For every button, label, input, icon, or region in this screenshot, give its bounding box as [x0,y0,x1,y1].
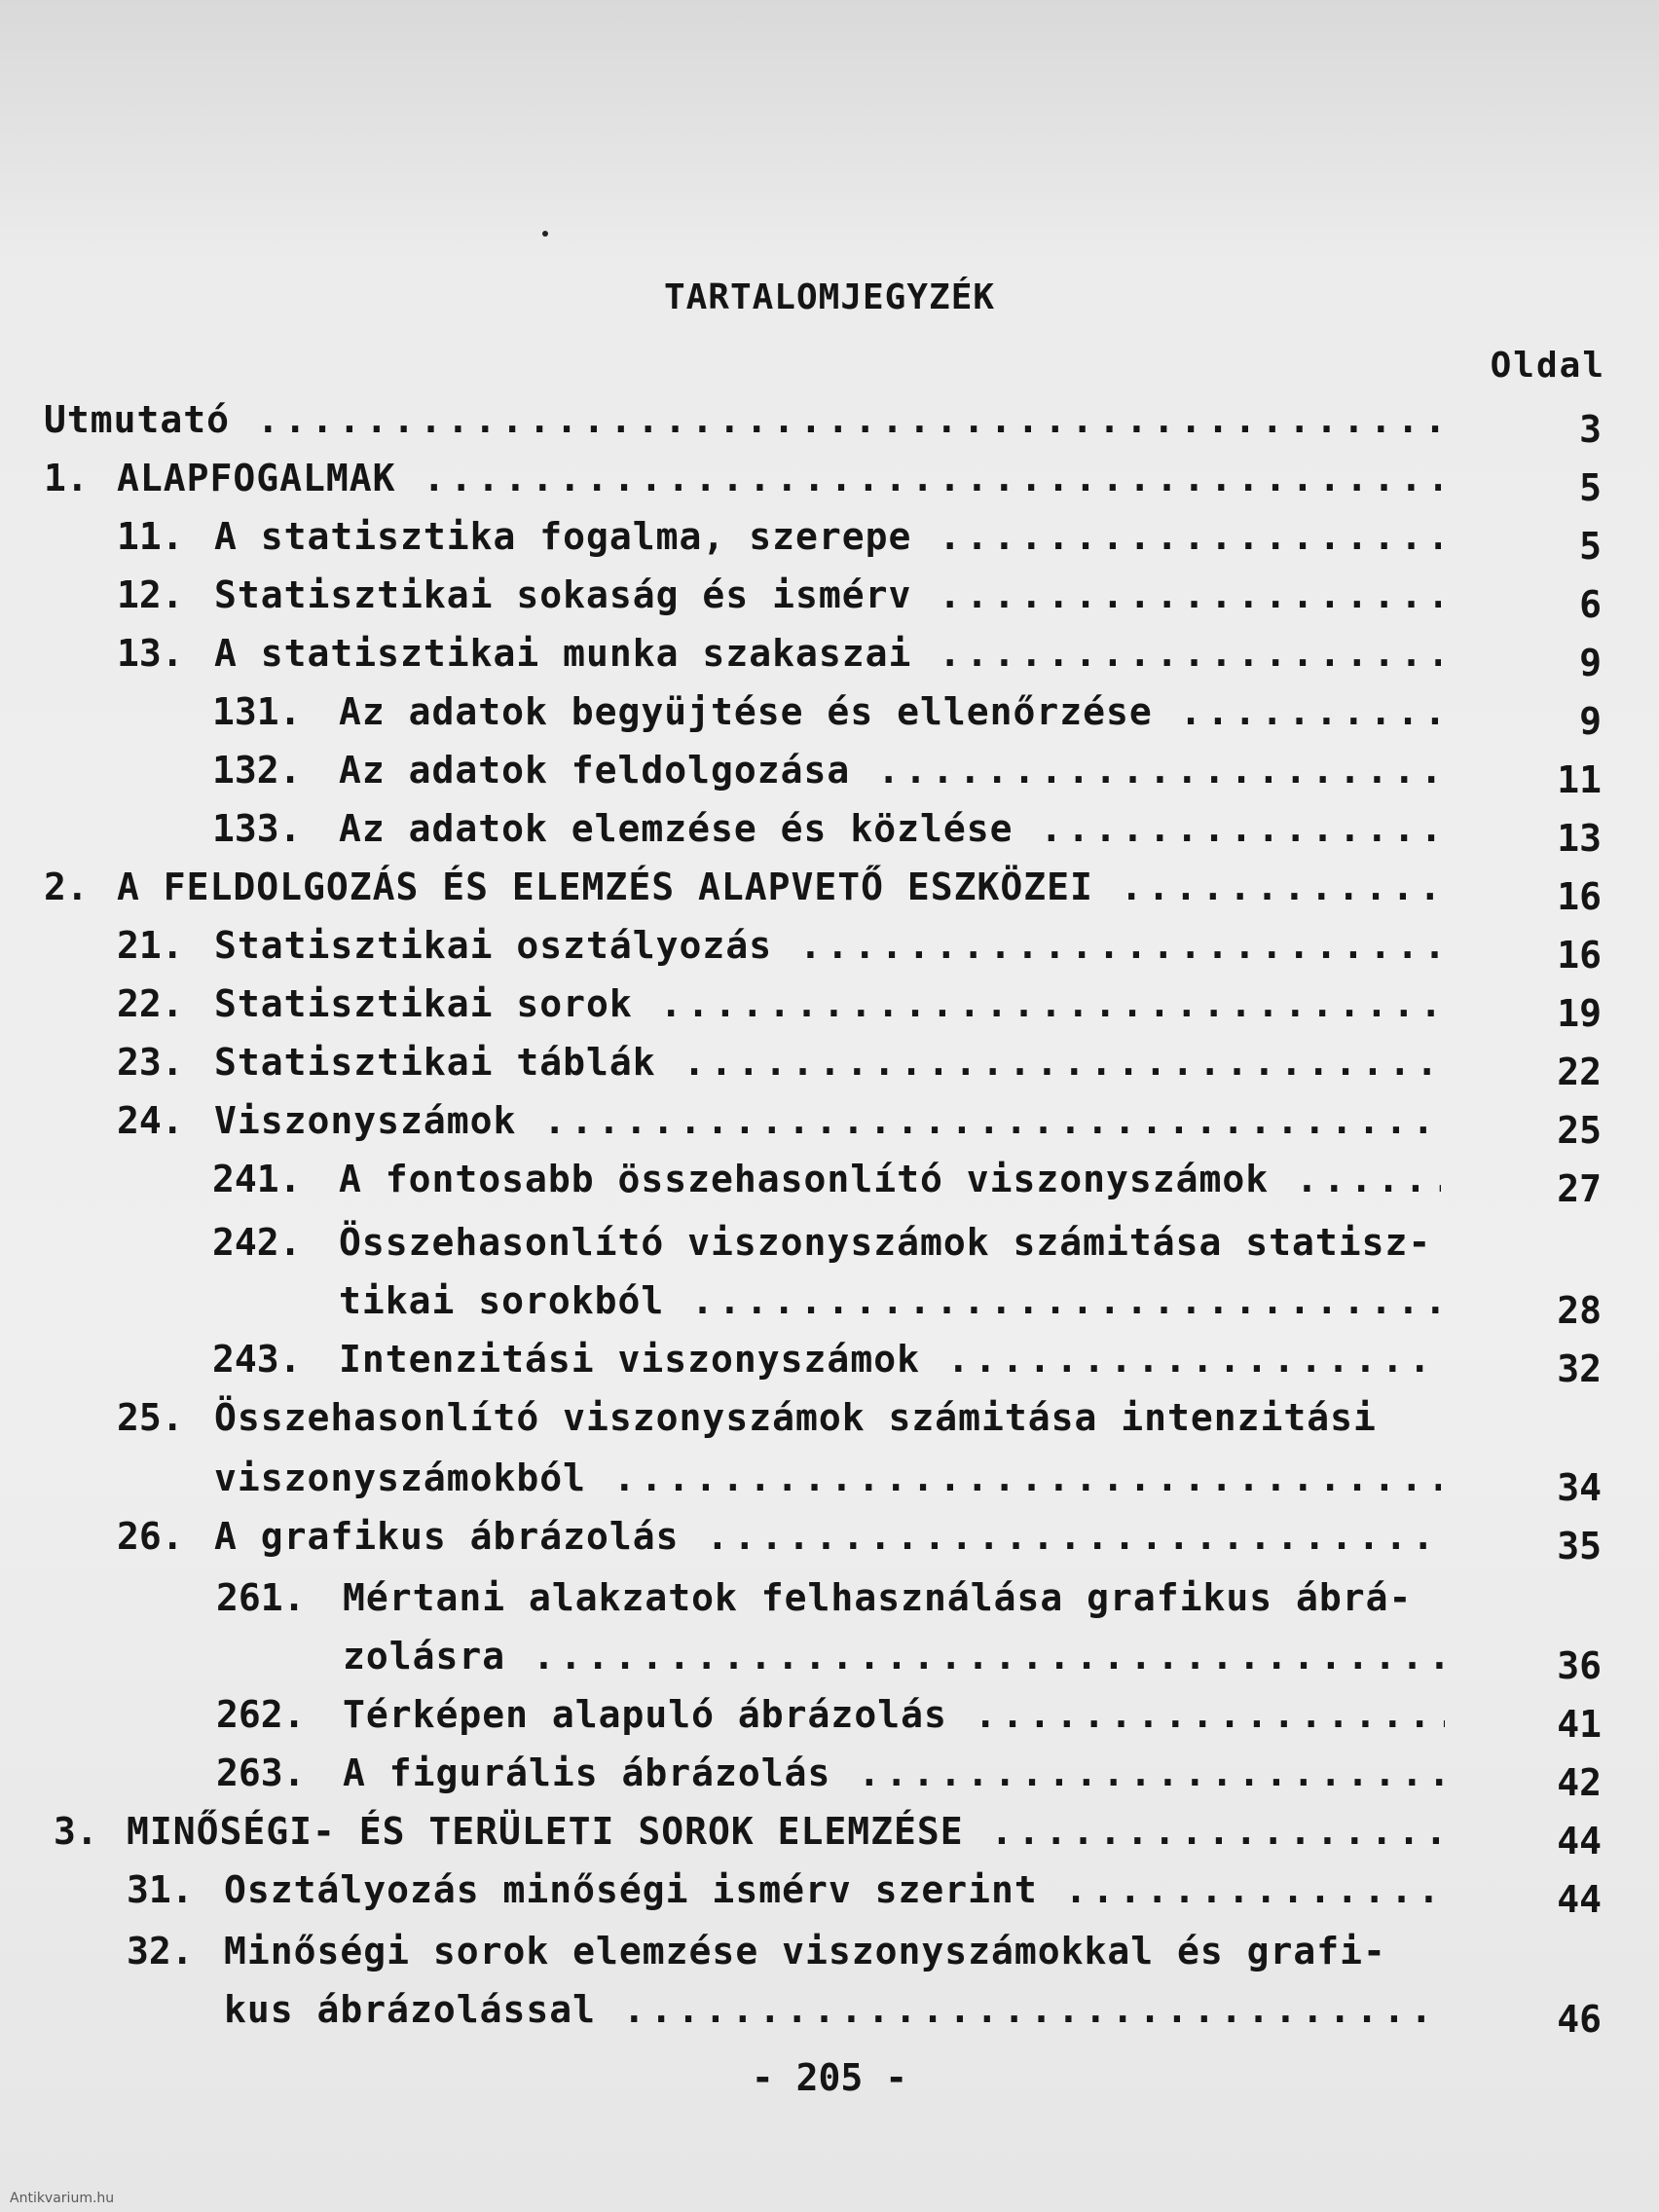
toc-entry-title: A statisztikai munka szakaszai ..... [214,628,1441,679]
toc-entry [212,1217,1602,1268]
toc-entry-page: 16 [1557,934,1602,977]
toc-entry-number: 11. [117,515,184,558]
toc-entry-number: 131. [212,690,302,733]
toc-entry-title: Az adatok feldolgozása ..... [339,745,1441,795]
toc-entry-title: Összehasonlító viszonyszámok számitása statisz- [339,1221,1432,1264]
toc-entry-number: 23. [117,1041,184,1084]
toc-entry [117,920,1602,977]
toc-entry-title: ALAPFOGALMAK ..... [117,453,1441,503]
toc-entry-page: 34 [1557,1466,1602,1509]
toc-entry-page: 11 [1557,758,1602,801]
toc-entry-page: 42 [1557,1761,1602,1804]
toc-entry [216,1572,1602,1623]
toc-entry-number: 1. [44,457,89,499]
toc-entry-title: Osztályozás minőségi ismérv szerint ..... [224,1864,1441,1915]
toc-entry-title: Minőségi sorok elemzése viszonyszámokkal és grafi- [224,1930,1386,1972]
toc-entry-page: 3 [1579,408,1602,451]
toc-entry-number: 21. [117,924,184,967]
toc-entry-number: 24. [117,1099,184,1142]
page-title: TARTALOMJEGYZÉK [663,277,996,317]
toc-entry [216,1631,1602,1687]
toc-entry-number: 13. [117,632,184,675]
toc-entry-page: 5 [1579,525,1602,568]
toc-entry-title: Statisztikai osztályozás ..... [214,920,1441,971]
toc-entry [216,1689,1602,1746]
toc-entry-number: 132. [212,749,302,792]
toc-entry-title: Térképen alapuló ábrázolás ..... [343,1689,1445,1740]
toc-entry-title: Viszonyszámok ..... [214,1095,1441,1146]
toc-entry-title: Az adatok begyüjtése és ellenőrzése ..... [339,686,1441,737]
toc-entry-page: 36 [1557,1644,1602,1687]
toc-entry [117,1037,1602,1093]
toc-entry [44,862,1602,918]
toc-entry [44,394,1602,451]
toc-entry-number: 32. [127,1930,194,1972]
toc-entry-number: 25. [117,1396,184,1439]
toc-entry [127,1984,1602,2041]
toc-entry-title: kus ábrázolással ..... [224,1984,1441,2035]
toc-entry-number: 3. [54,1810,98,1853]
toc-entry-page: 6 [1579,583,1602,626]
toc-entry-number: 22. [117,982,184,1025]
toc-entry-title: Intenzitási viszonyszámok ..... [339,1334,1441,1384]
toc-entry-title: A FELDOLGOZÁS ÉS ELEMZÉS ALAPVETŐ ESZKÖZEI ..... [117,862,1441,912]
toc-entry-page: 9 [1579,700,1602,743]
toc-entry-page: 44 [1557,1878,1602,1921]
toc-entry-page: 25 [1557,1109,1602,1152]
toc-entry-title: A figurális ábrázolás ..... [343,1748,1445,1798]
page-column-header: Oldal [1490,346,1605,386]
watermark: Antikvarium.hu [10,2191,115,2206]
toc-entry-title: A fontosabb összehasonlító viszonyszámok ..... [339,1154,1441,1204]
toc-entry-page: 27 [1557,1167,1602,1210]
toc-entry [216,1748,1602,1804]
toc-entry-number: 263. [216,1751,306,1794]
toc-entry-number: 133. [212,807,302,850]
toc-entry [117,570,1602,626]
toc-entry-title: Az adatok elemzése és közlése ..... [339,803,1441,854]
toc-entry-title: zolásra ..... [343,1631,1445,1681]
toc-entry-page: 22 [1557,1051,1602,1093]
toc-entry-page: 9 [1579,642,1602,684]
toc-entry [212,1275,1602,1332]
toc-entry-number: 2. [44,866,89,908]
toc-entry-page: 32 [1557,1347,1602,1390]
toc-entry-number: 31. [127,1868,194,1911]
toc-entry-title: tikai sorokból ..... [339,1275,1441,1326]
toc-entry [212,686,1602,743]
toc-entry [117,1095,1602,1152]
toc-entry [117,628,1602,684]
toc-entry-title: Utmutató ..... [44,394,1441,445]
toc-entry [117,1511,1602,1567]
toc-entry-number: 12. [117,573,184,616]
toc-entry-page: 5 [1579,466,1602,509]
toc-entry-number: 261. [216,1576,306,1619]
toc-entry-title: A statisztika fogalma, szerepe ..... [214,511,1441,562]
page-number-footer: - 205 - [751,2056,908,2099]
toc-entry [117,511,1602,568]
toc-entry-page: 35 [1557,1525,1602,1567]
toc-entry [212,1154,1602,1210]
toc-entry [127,1926,1602,1976]
toc-entry-title: Statisztikai sorok ..... [214,978,1441,1029]
toc-entry-title: viszonyszámokból ..... [214,1453,1441,1503]
toc-entry-title: Statisztikai sokaság és ismérv ..... [214,570,1441,620]
toc-entry-page: 19 [1557,992,1602,1035]
toc-entry [212,1334,1602,1390]
toc-entry-page: 13 [1557,817,1602,860]
toc-entry-number: 26. [117,1515,184,1558]
toc-entry-title: MINŐSÉGI- ÉS TERÜLETI SOROK ELEMZÉSE ..... [127,1806,1451,1857]
toc-entry [117,1453,1602,1509]
toc-entry-title: Statisztikai táblák ..... [214,1037,1441,1088]
toc-entry-title: A grafikus ábrázolás ..... [214,1511,1441,1562]
toc-entry [54,1806,1602,1862]
toc-entry-page: 16 [1557,875,1602,918]
toc-entry [212,803,1602,860]
toc-entry [117,978,1602,1035]
toc-entry-number: 262. [216,1693,306,1736]
toc-entry [127,1864,1602,1921]
toc-entry-page: 41 [1557,1703,1602,1746]
toc-entry [212,745,1602,801]
toc-entry-title: Mértani alakzatok felhasználása grafikus ábrá- [343,1576,1413,1619]
toc-entry-page: 28 [1557,1289,1602,1332]
toc-entry-number: 241. [212,1158,302,1200]
toc-entry-title: Összehasonlító viszonyszámok számitása intenzitási [214,1396,1377,1439]
toc-entry [44,453,1602,509]
toc-entry [117,1392,1602,1443]
toc-entry-number: 242. [212,1221,302,1264]
toc-entry-page: 44 [1557,1820,1602,1862]
toc-entry-number: 243. [212,1338,302,1381]
toc-entry-page: 46 [1557,1998,1602,2041]
